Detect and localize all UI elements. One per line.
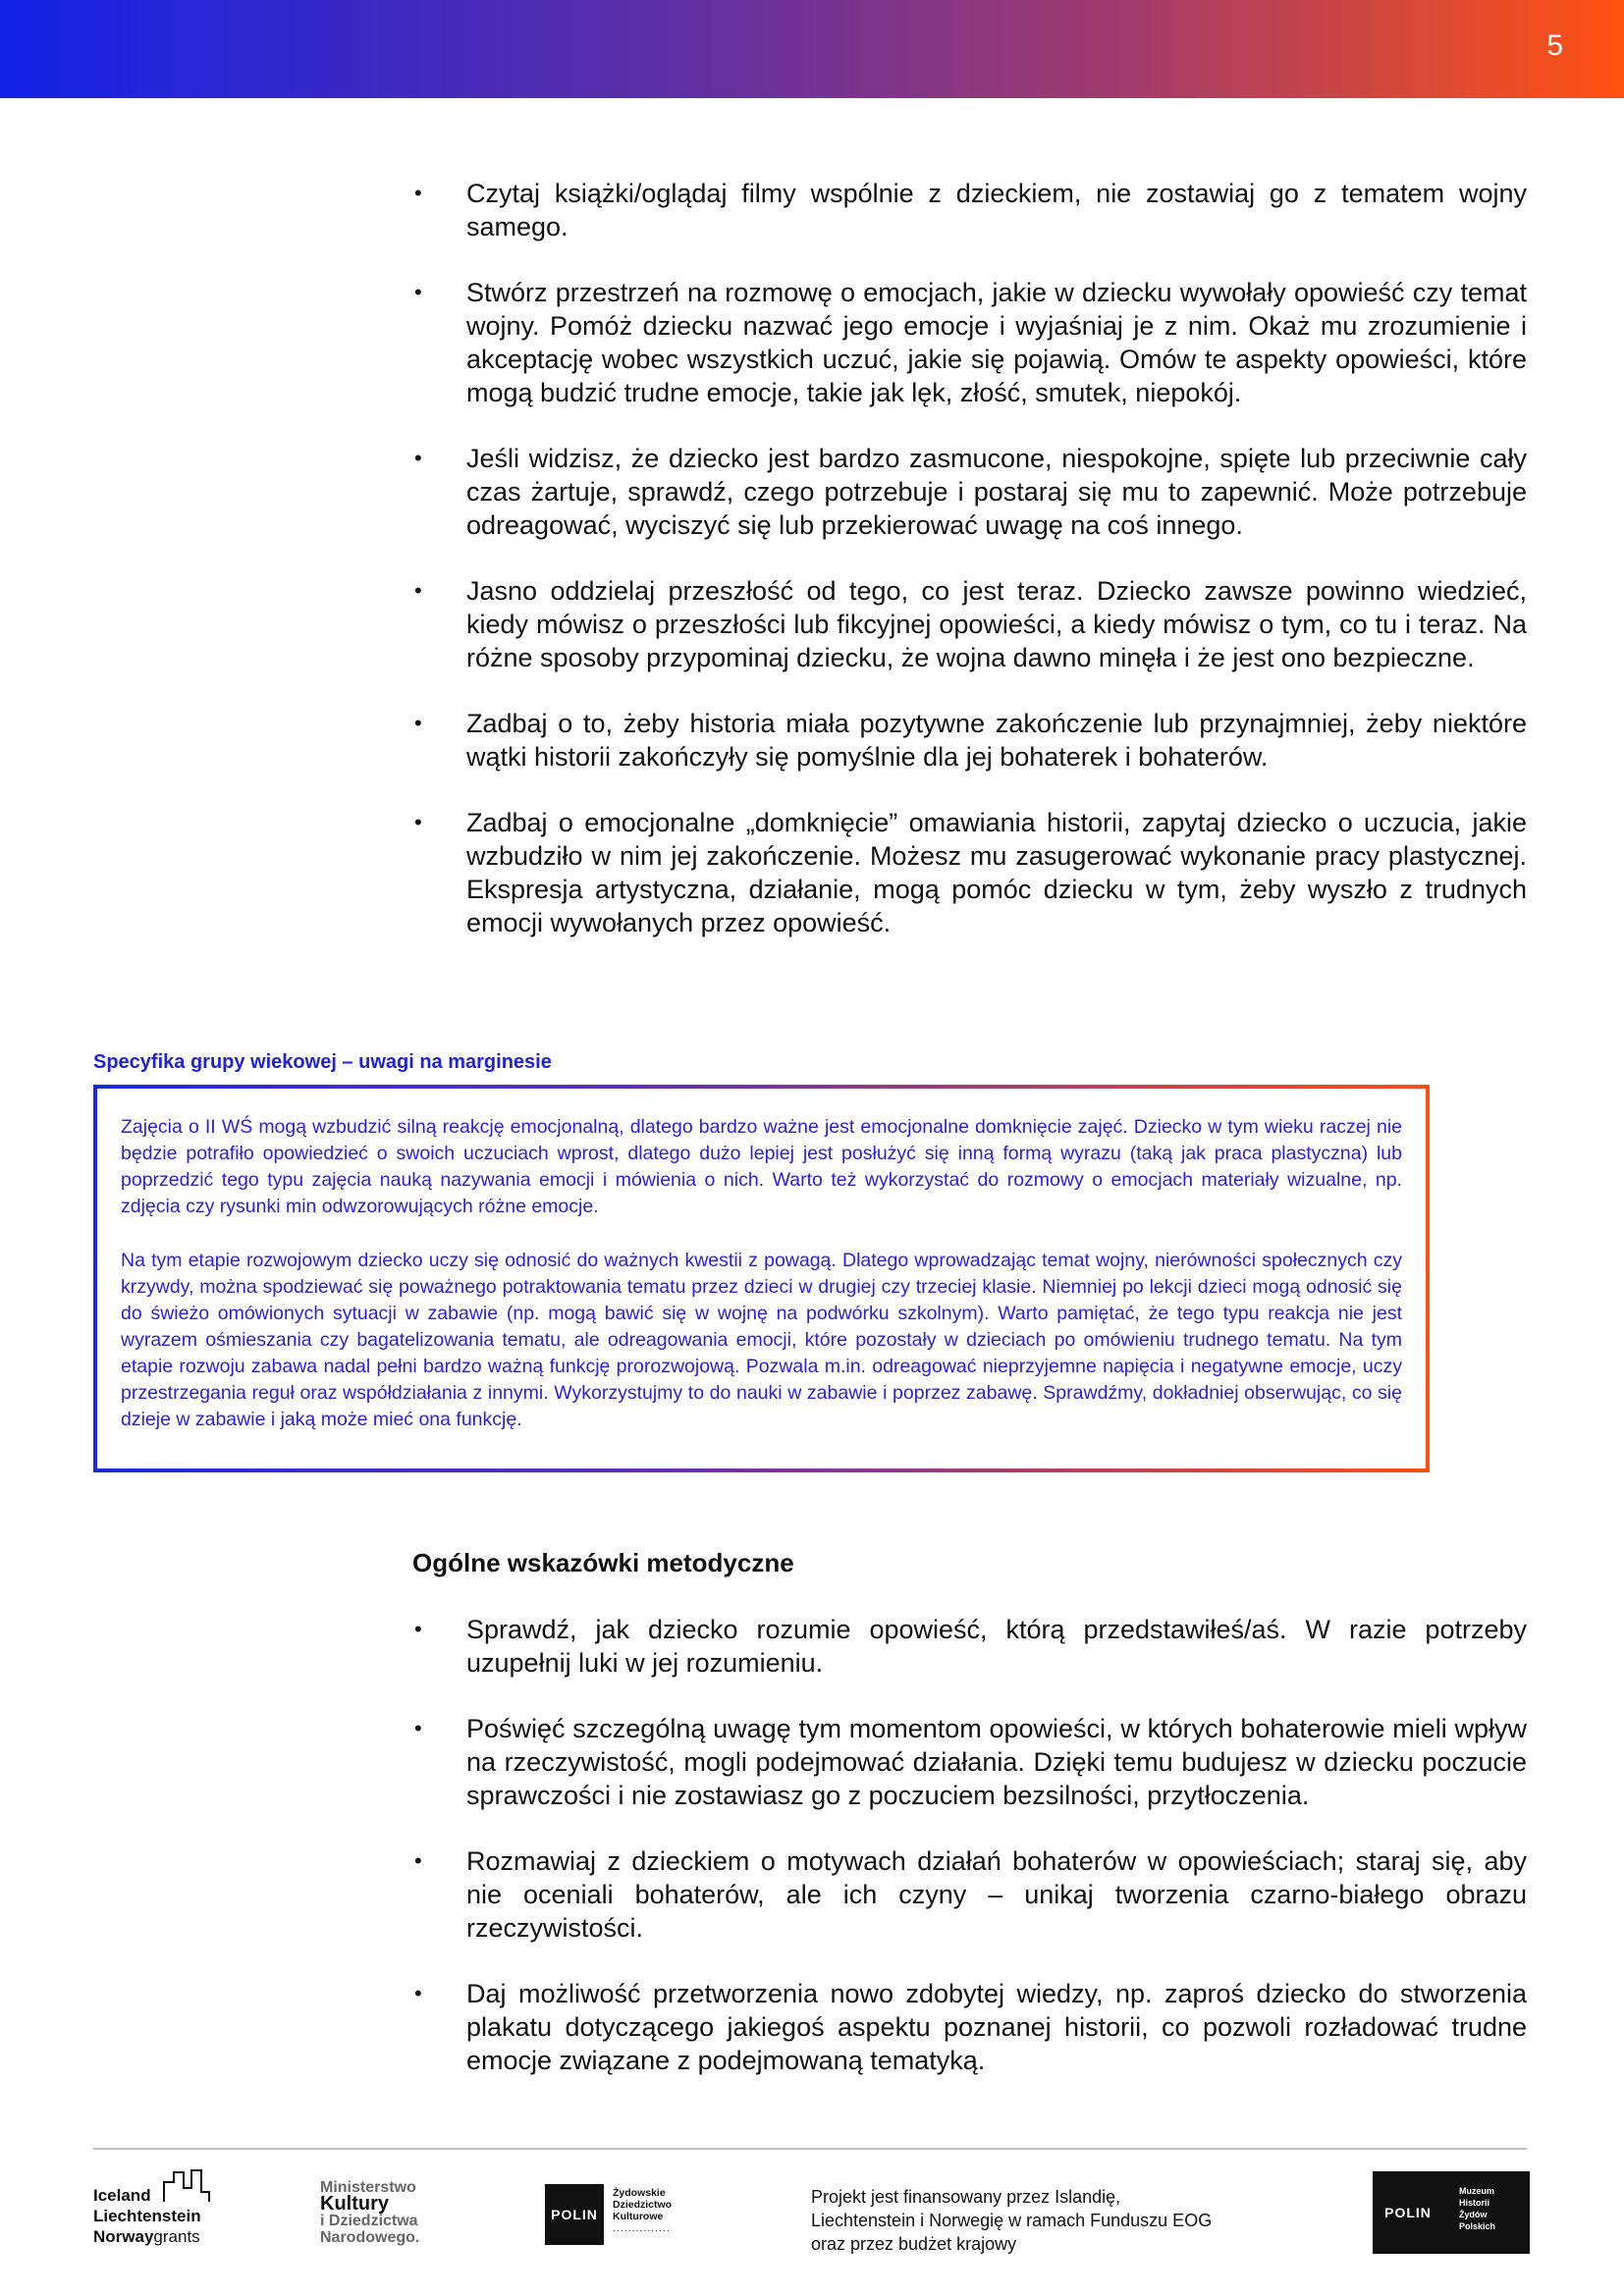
footer-divider bbox=[93, 2148, 1527, 2150]
polin-museum-logo-text: Muzeum Historii Żydów Polskich bbox=[1443, 2171, 1530, 2254]
section-heading: Ogólne wskazówki metodyczne bbox=[412, 1548, 794, 1577]
polin-institute-logo-text: Żydowskie Dziedzictwo Kulturowe ............... bbox=[613, 2187, 673, 2234]
list-item: • Poświęć szczególną uwagę tym momentom opowieści, w których bohaterowie mieli wpływ na rzeczywistość, mogli podejmować działania. Dzięki temu budujesz w dziecku poczucie sprawczości i nie zostawiasz go z poczuciem bezsilności, przytłoczenia. bbox=[414, 1714, 1527, 1810]
bullet-icon: • bbox=[414, 446, 422, 470]
list-item: • Jasno oddzielaj przeszłość od tego, co jest teraz. Dziecko zawsze powinno wiedzieć, kiedy mówisz o przeszłości lub fikcyjnej opowieści, a kiedy mówisz o tym, co tu i teraz. Na różne sposoby przypominaj dziecku, że wojna dawno minęła i że jest ono bezpieczne. bbox=[414, 576, 1527, 672]
bullet-icon: • bbox=[414, 1981, 422, 2005]
bullet-icon: • bbox=[414, 810, 422, 834]
eea-grants-logo: Iceland Liechtenstein Norwaygrants bbox=[93, 2164, 231, 2243]
list-item: • Rozmawiaj z dzieckiem o motywach działań bohaterów w opowieściach; staraj się, aby nie oceniali bohaterów, ale ich czyny – unikaj tworzenia czarno-białego obrazu rzeczywistości. bbox=[414, 1846, 1527, 1943]
list-item: • Stwórz przestrzeń na rozmowę o emocjach, jakie w dziecku wywołały opowieść czy temat wojny. Pomóż dziecku nazwać jego emocje i wyjaśniaj je z nim. Okaż mu zrozumienie i akceptację wobec wszystkich uczuć, jakie się pojawią. Omów te aspekty opowieści, które mogą budzić trudne emocje, takie jak lęk, złość, smutek, niepokój. bbox=[414, 278, 1527, 407]
bullet-icon: • bbox=[414, 1848, 422, 1873]
polin-logo-mark: POLIN bbox=[545, 2184, 604, 2245]
funding-note: Projekt jest finansowany przez Islandię, Liechtenstein i Norwegię w ramach Funduszu EOG oraz przez budżet krajowy bbox=[811, 2187, 1213, 2254]
list-item: • Zadbaj o to, żeby historia miała pozytywne zakończenie lub przynajmniej, żeby niektóre wątki historii zakończyły się pomyślnie dla jej bohaterek i bohaterów. bbox=[414, 709, 1527, 772]
margin-notes-box bbox=[93, 1085, 1430, 1472]
polin-museum-logo-mark: POLIN bbox=[1373, 2171, 1443, 2254]
guidance-list-bottom bbox=[412, 1613, 1527, 2109]
bullet-icon: • bbox=[414, 711, 422, 735]
margin-paragraph: Zajęcia o II WŚ mogą wzbudzić silną reakcję emocjonalną, dlatego bardzo ważne jest emocjonalne domknięcie zajęć. Dziecko w tym wieku raczej nie będzie potrafiło opowiedzieć o swoich uczuciach wprost, dlatego dużo lepiej jest posłużyć się inną formą wyrazu (taką jak praca plastyczna) lub poprzedzić tego typu zajęcia nauką nazywania emocji i mówienia o nich. Warto też wykorzystać do rozmowy o emocjach materiały wizualne, np. zdjęcia czy rysunki min odwzorowujących różne emocje. bbox=[121, 1116, 1402, 1217]
margin-paragraph: Na tym etapie rozwojowym dziecko uczy się odnosić do ważnych kwestii z powagą. Dlatego wprowadzając temat wojny, nierówności społecznych czy krzywdy, można spodziewać się poważnego potraktowania tematu przez dzieci w drugiej czy trzeciej klasie. Niemniej po lekcji dzieci mogą odnosić się do świeżo omówionych sytuacji w zabawie (np. mogą bawić się w wojnę na podwórku szkolnym). Warto pamiętać, że tego typu reakcja nie jest wyrazem ośmieszania czy bagatelizowania tematu, ale odreagowania emocji, które pozostały w dzieciach po omówieniu trudnego tematu. Na tym etapie rozwoju zabawa nadal pełni bardzo ważną funkcję prorozwojową. Pozwala m.in. odreagować nieprzyjemne napięcia i negatywne emocje, uczy przestrzegania reguł oraz współdziałania z innymi. Wykorzystujmy to do nauki w zabawie i poprzez zabawę. Sprawdźmy, dokładniej obserwując, co się dzieje w zabawie i jaką może mieć ona funkcję. bbox=[121, 1250, 1402, 1430]
page-number: 5 bbox=[1546, 29, 1563, 62]
list-item: • Sprawdź, jak dziecko rozumie opowieść, którą przedstawiłeś/aś. W razie potrzeby uzupełnij luki w jej rozumieniu. bbox=[414, 1615, 1527, 1678]
bullet-icon: • bbox=[414, 1716, 422, 1740]
margin-box-title: Specyfika grupy wiekowej – uwagi na marginesie bbox=[93, 1051, 552, 1073]
bullet-icon: • bbox=[414, 1617, 422, 1641]
list-item: • Zadbaj o emocjonalne „domknięcie” omawiania historii, zapytaj dziecko o uczucia, jakie wzbudziło w nim jej zakończenie. Możesz mu zasugerować wykonanie pracy plastycznej. Ekspresja artystyczna, działanie, mogą pomóc dziecku w tym, żeby wyszło z trudnych emocji wywołanych przez opowieść. bbox=[414, 808, 1527, 937]
ministry-culture-logo: Ministerstwo Kultury i Dziedzictwa Narodowego. bbox=[320, 2179, 420, 2246]
eea-grants-icon bbox=[162, 2168, 211, 2204]
bullet-icon: • bbox=[414, 280, 422, 304]
list-item: • Czytaj książki/oglądaj filmy wspólnie z dzieckiem, nie zostawiaj go z tematem wojny samego. bbox=[414, 179, 1527, 241]
header-gradient-band bbox=[0, 0, 1624, 98]
bullet-icon: • bbox=[414, 578, 422, 603]
list-item: • Daj możliwość przetworzenia nowo zdobytej wiedzy, np. zaproś dziecko do stworzenia plakatu dotyczącego jakiegoś aspektu poznanej historii, co pozwoli rozładować trudne emocje związane z podejmowaną tematyką. bbox=[414, 1979, 1527, 2075]
list-item: • Jeśli widzisz, że dziecko jest bardzo zasmucone, niespokojne, spięte lub przeciwnie cały czas żartuje, sprawdź, czego potrzebuje i postaraj się mu to zapewnić. Może potrzebuje odreagować, wyciszyć się lub przekierować uwagę na coś innego. bbox=[414, 444, 1527, 540]
guidance-list-top bbox=[412, 177, 1527, 972]
bullet-icon: • bbox=[414, 181, 422, 205]
